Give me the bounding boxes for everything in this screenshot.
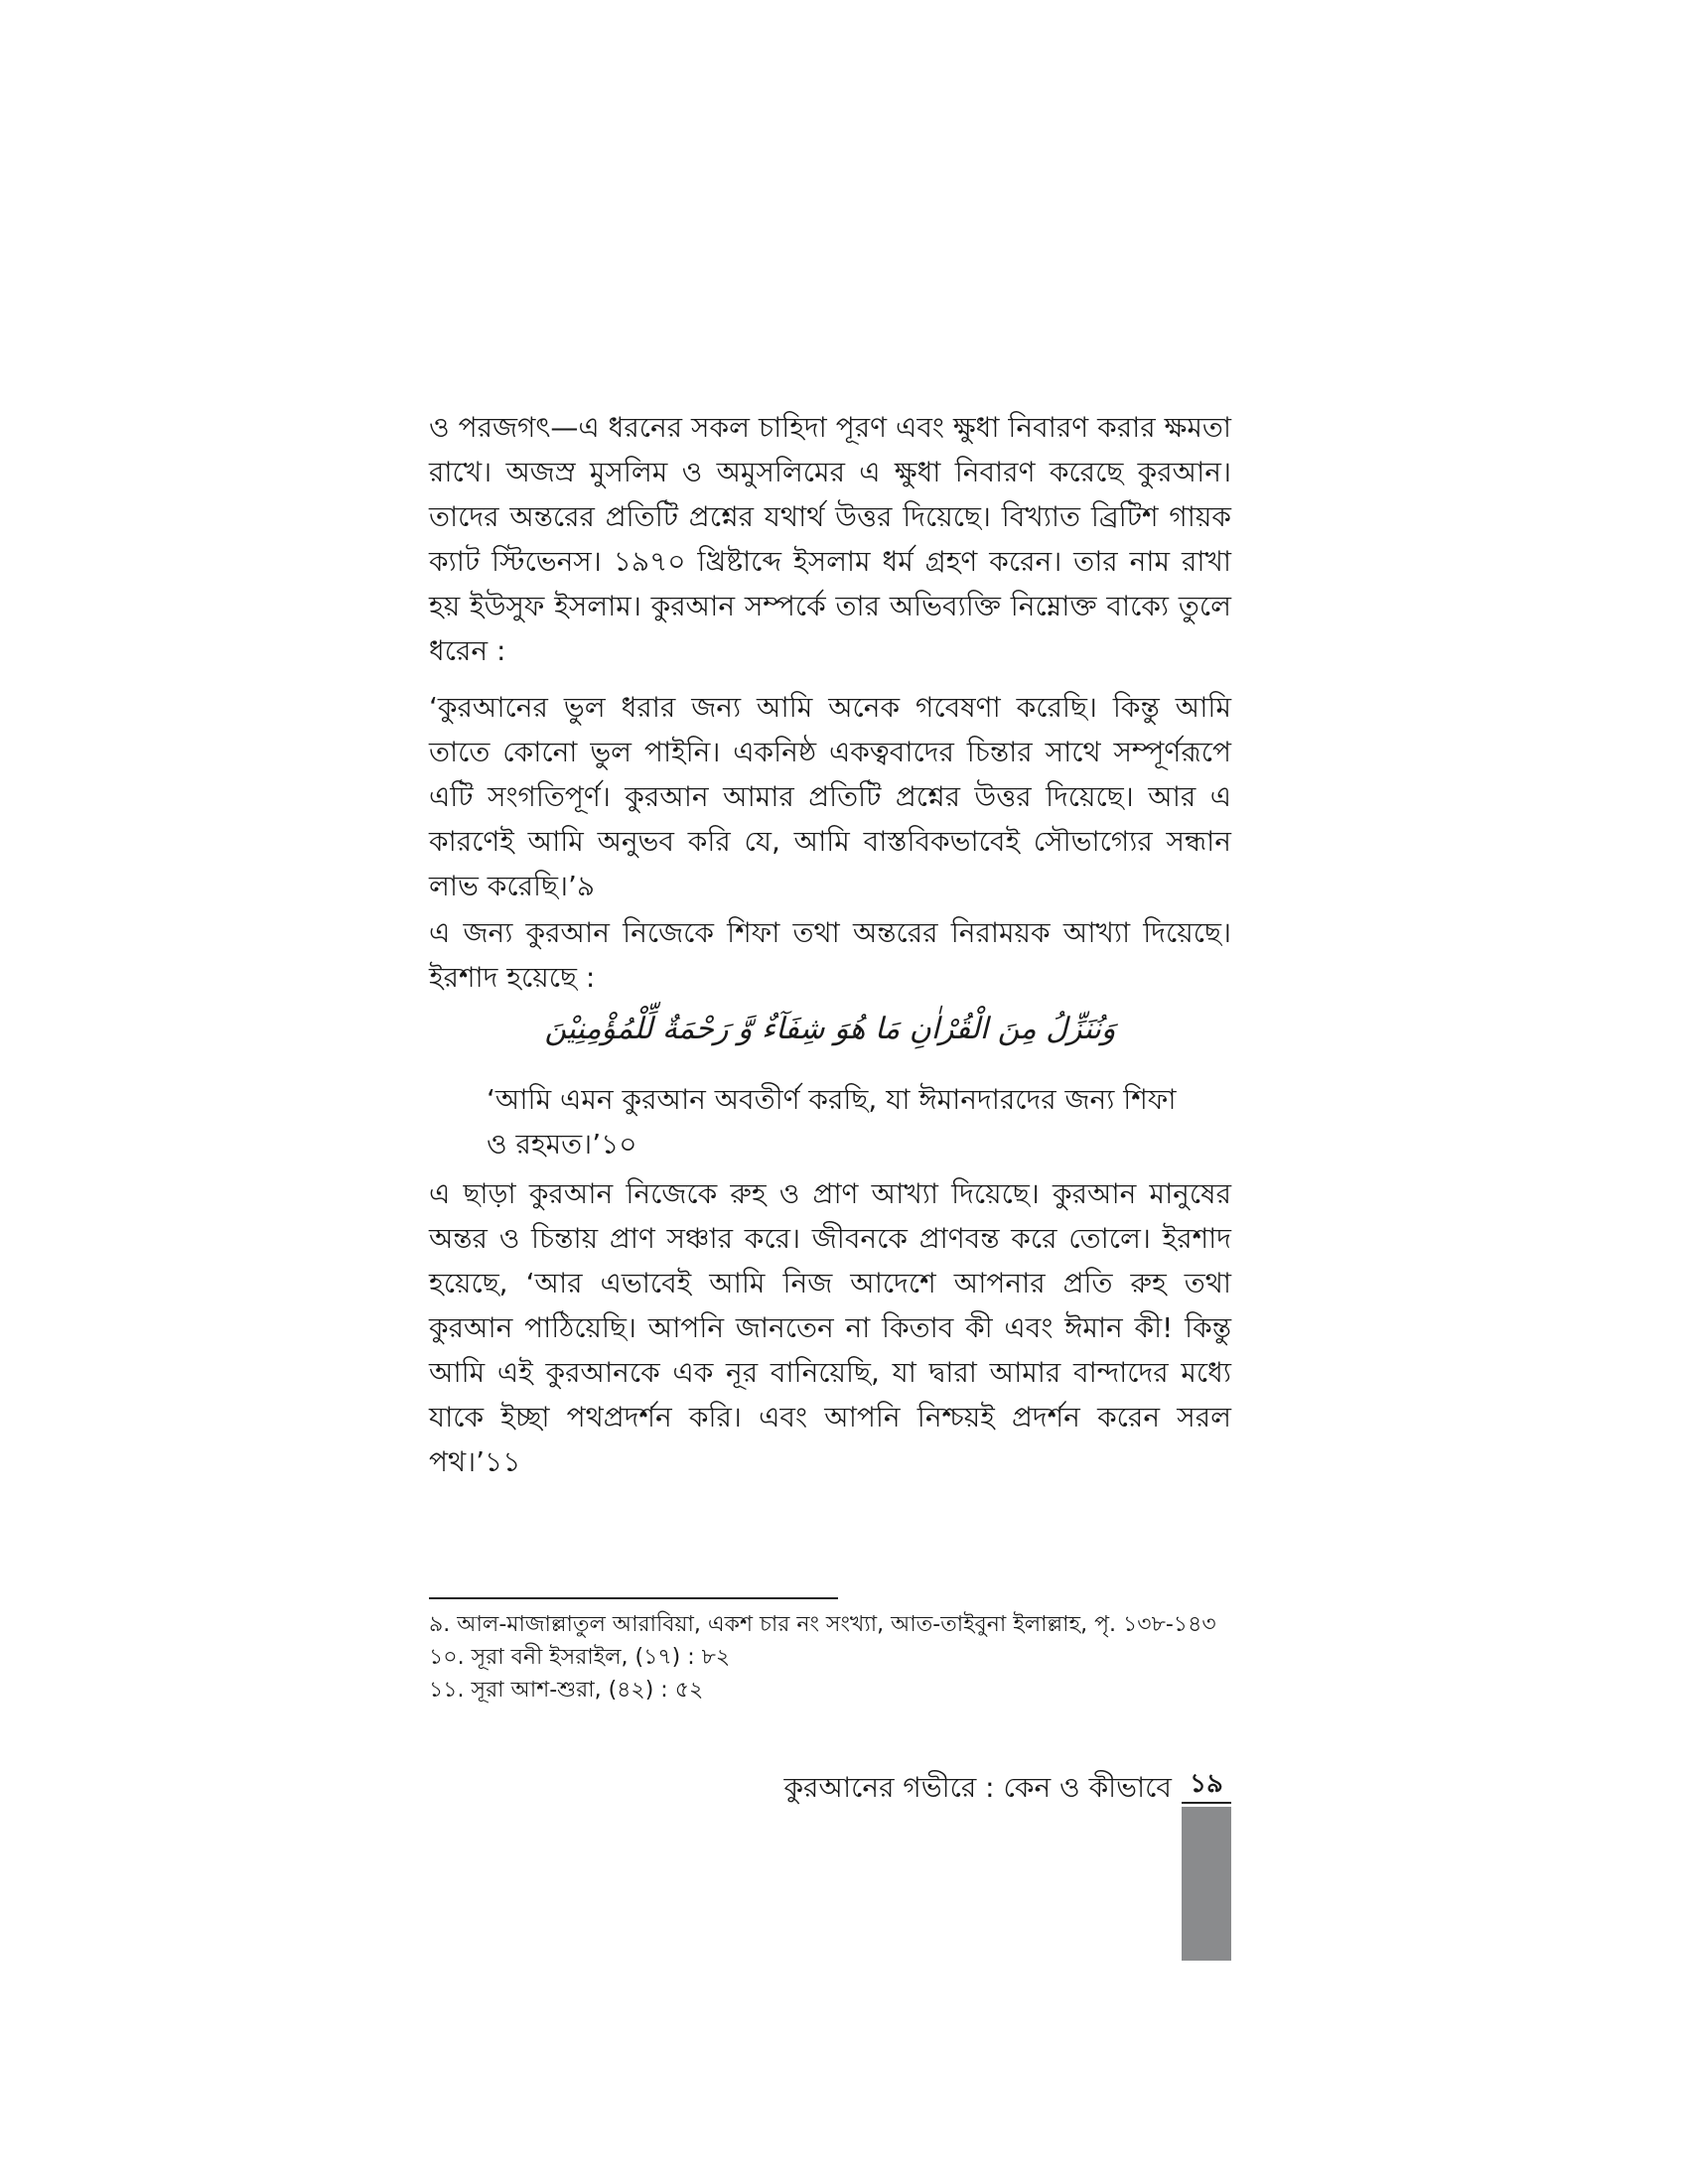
page-number: ১৯ [1190, 1769, 1223, 1799]
paragraph-quote-yusuf-islam: ‘কুরআনের ভুল ধরার জন্য আমি অনেক গবেষণা করেছি। কিন্তু আমি তাতে কোনো ভুল পাইনি। একনিষ্ঠ একত্ববাদের চিন্তার সাথে সম্পূর্ণরূপে এটি সংগতিপূর্ণ। কুরআন আমার প্রতিটি প্রশ্নের উত্তর দিয়েছে। আর এ কারণেই আমি অনুভব করি যে, আমি বাস্তবিকভাবেই সৌভাগ্যের সন্ধান লাভ করেছি।’৯ [429, 691, 1231, 902]
footnote-11: ১১. সূরা আশ-শুরা, (৪২) : ৫২ [429, 1678, 704, 1703]
verse-translation: ‘আমি এমন কুরআন অবতীর্ণ করছি, যা ঈমানদারদের জন্য শিফা ও রহমত।’১০ [487, 1083, 1177, 1160]
footnotes [429, 1608, 1231, 1706]
running-title: কুরআনের গভীরে : কেন ও কীভাবে [783, 1771, 1172, 1804]
paragraph-ruh: এ ছাড়া কুরআন নিজেকে রুহ ও প্রাণ আখ্যা দিয়েছে। কুরআন মানুষের অন্তর ও চিন্তায় প্রাণ সঞ্চার করে। জীবনকে প্রাণবন্ত করে তোলে। ইরশাদ হয়েছে, ‘আর এভাবেই আমি নিজ আদেশে আপনার প্রতি রুহ তথা কুরআন পাঠিয়েছি। আপনি জানতেন না কিতাব কী এবং ঈমান কী! কিন্তু আমি এই কুরআনকে এক নূর বানিয়েছি, যা দ্বারা আমার বান্দাদের মধ্যে যাকে ইচ্ছা পথপ্রদর্শন করি। এবং আপনি নিশ্চয়ই প্রদর্শন করেন সরল পথ।’১১ [429, 1177, 1231, 1478]
paragraph-1: ও পরজগৎ—এ ধরনের সকল চাহিদা পূরণ এবং ক্ষুধা নিবারণ করার ক্ষমতা রাখে। অজস্র মুসলিম ও অমুসলিমের এ ক্ষুধা নিবারণ করেছে কুরআন। তাদের অন্তরের প্রতিটি প্রশ্নের যথার্থ উত্তর দিয়েছে। বিখ্যাত ব্রিটিশ গায়ক ক্যাট স্টিভেনস। ১৯৭০ খ্রিষ্টাব্দে ইসলাম ধর্ম গ্রহণ করেন। তার নাম রাখা হয় ইউসুফ ইসলাম। কুরআন সম্পর্কে তার অভিব্যক্তি নিম্নোক্ত বাক্যে তুলে ধরেন : [429, 411, 1231, 667]
arabic-verse: وَنُنَزِّلُ مِنَ الْقُرْاٰنِ مَا هُوَ شِفَآءٌ وَّ رَحْمَةٌ لِّلْمُؤْمِنِيْنَ [544, 1012, 1116, 1046]
footnote-divider [429, 1597, 838, 1599]
paragraph-shifa: এ জন্য কুরআন নিজেকে শিফা তথা অন্তরের নিরাময়ক আখ্যা দিয়েছে। ইরশাদ হয়েছে : [429, 916, 1231, 994]
footnote-10: ১০. সূরা বনী ইসরাইল, (১৭) : ৮২ [429, 1645, 731, 1670]
side-tab [1182, 1807, 1231, 1961]
footnote-9: ৯. আল-মাজাল্লাতুল আরাবিয়া, একশ চার নং সংখ্যা, আত-তাইবুনা ইলাল্লাহ, পৃ. ১৩৮-১৪৩ [429, 1612, 1216, 1637]
page-number-underline [1182, 1802, 1231, 1804]
